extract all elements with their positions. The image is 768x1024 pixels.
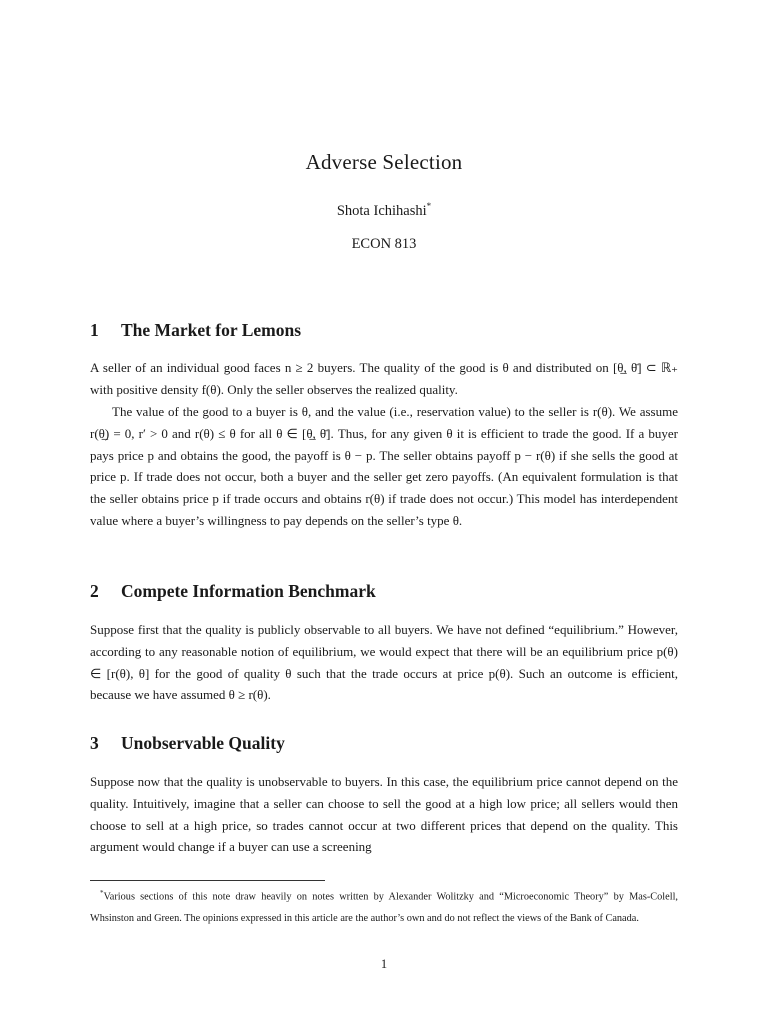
- author-line: [0, 201, 768, 220]
- footnote-text: Various sections of this note draw heavily on notes written by Alexander Wolitzky and “Microeconomic Theory” by Mas-Colell, Whsinston and Green. The opinions expressed in this article are the author’s own and do not reflect the views of the Bank of Canada.: [90, 891, 678, 925]
- section-title: Compete Information Benchmark: [121, 581, 376, 601]
- footnote-rule: [90, 880, 325, 881]
- document-title: Adverse Selection: [305, 150, 463, 174]
- section-1-paragraph-1: A seller of an individual good faces n ≥ 2 buyers. The quality of the good is θ and distributed on [θ̲, θ̄] ⊂ ℝ₊ with positive density f(θ). Only the seller observes the realized quality.: [90, 360, 678, 397]
- section-title: The Market for Lemons: [121, 320, 301, 340]
- section-number: 2: [90, 581, 99, 601]
- section-1-heading: [90, 320, 301, 341]
- footnote-mark: *: [100, 889, 104, 897]
- section-number: 1: [90, 320, 99, 340]
- author-footnote-mark: *: [426, 201, 432, 211]
- section-number: 3: [90, 733, 99, 753]
- section-3-paragraph-1: Suppose now that the quality is unobservable to buyers. In this case, the equilibrium price cannot depend on the quality. Intuitively, imagine that a seller can choose to sell the good at a high low price; all sellers would then choose to sell at a high price, so trades cannot occur at two different prices that depend on the quality. This argument would change if a buyer can use a screening: [90, 774, 678, 855]
- section-1-paragraph-2: The value of the good to a buyer is θ, and the value (i.e., reservation value) to the seller is r(θ). We assume r(θ̲) = 0, r′ > 0 and r(θ) ≤ θ for all θ ∈ [θ̲, θ̄]. Thus, for any given θ it is efficient to trade the good. If a buyer pays price p and obtains the good, the payoff is θ − p. The seller obtains payoff p − r(θ) if she sells the good at price p. If trade does not occur, both a buyer and the seller get zero payoffs. (An equivalent formulation is that the seller obtains price p if trade occurs and obtains r(θ) if trade does not occur.) This model has interdependent value where a buyer’s willingness to pay depends on the seller’s type θ.: [90, 404, 678, 528]
- author-name: Shota Ichihashi: [336, 202, 427, 219]
- section-2-heading: [90, 581, 376, 602]
- footnote: [90, 882, 678, 930]
- section-2-paragraph-1: Suppose first that the quality is publicly observable to all buyers. We have not defined “equilibrium.” However, according to any reasonable notion of equilibrium, we would expect that there will be an equilibrium price p(θ) ∈ [r(θ), θ] for the good of quality θ such that the trade occurs at price p(θ). Such an outcome is efficient, because we have assumed θ ≥ r(θ).: [90, 622, 678, 703]
- page-number: 1: [380, 957, 388, 971]
- section-3-heading: [90, 733, 285, 754]
- course-label: ECON 813: [351, 236, 417, 252]
- section-title: Unobservable Quality: [121, 733, 285, 753]
